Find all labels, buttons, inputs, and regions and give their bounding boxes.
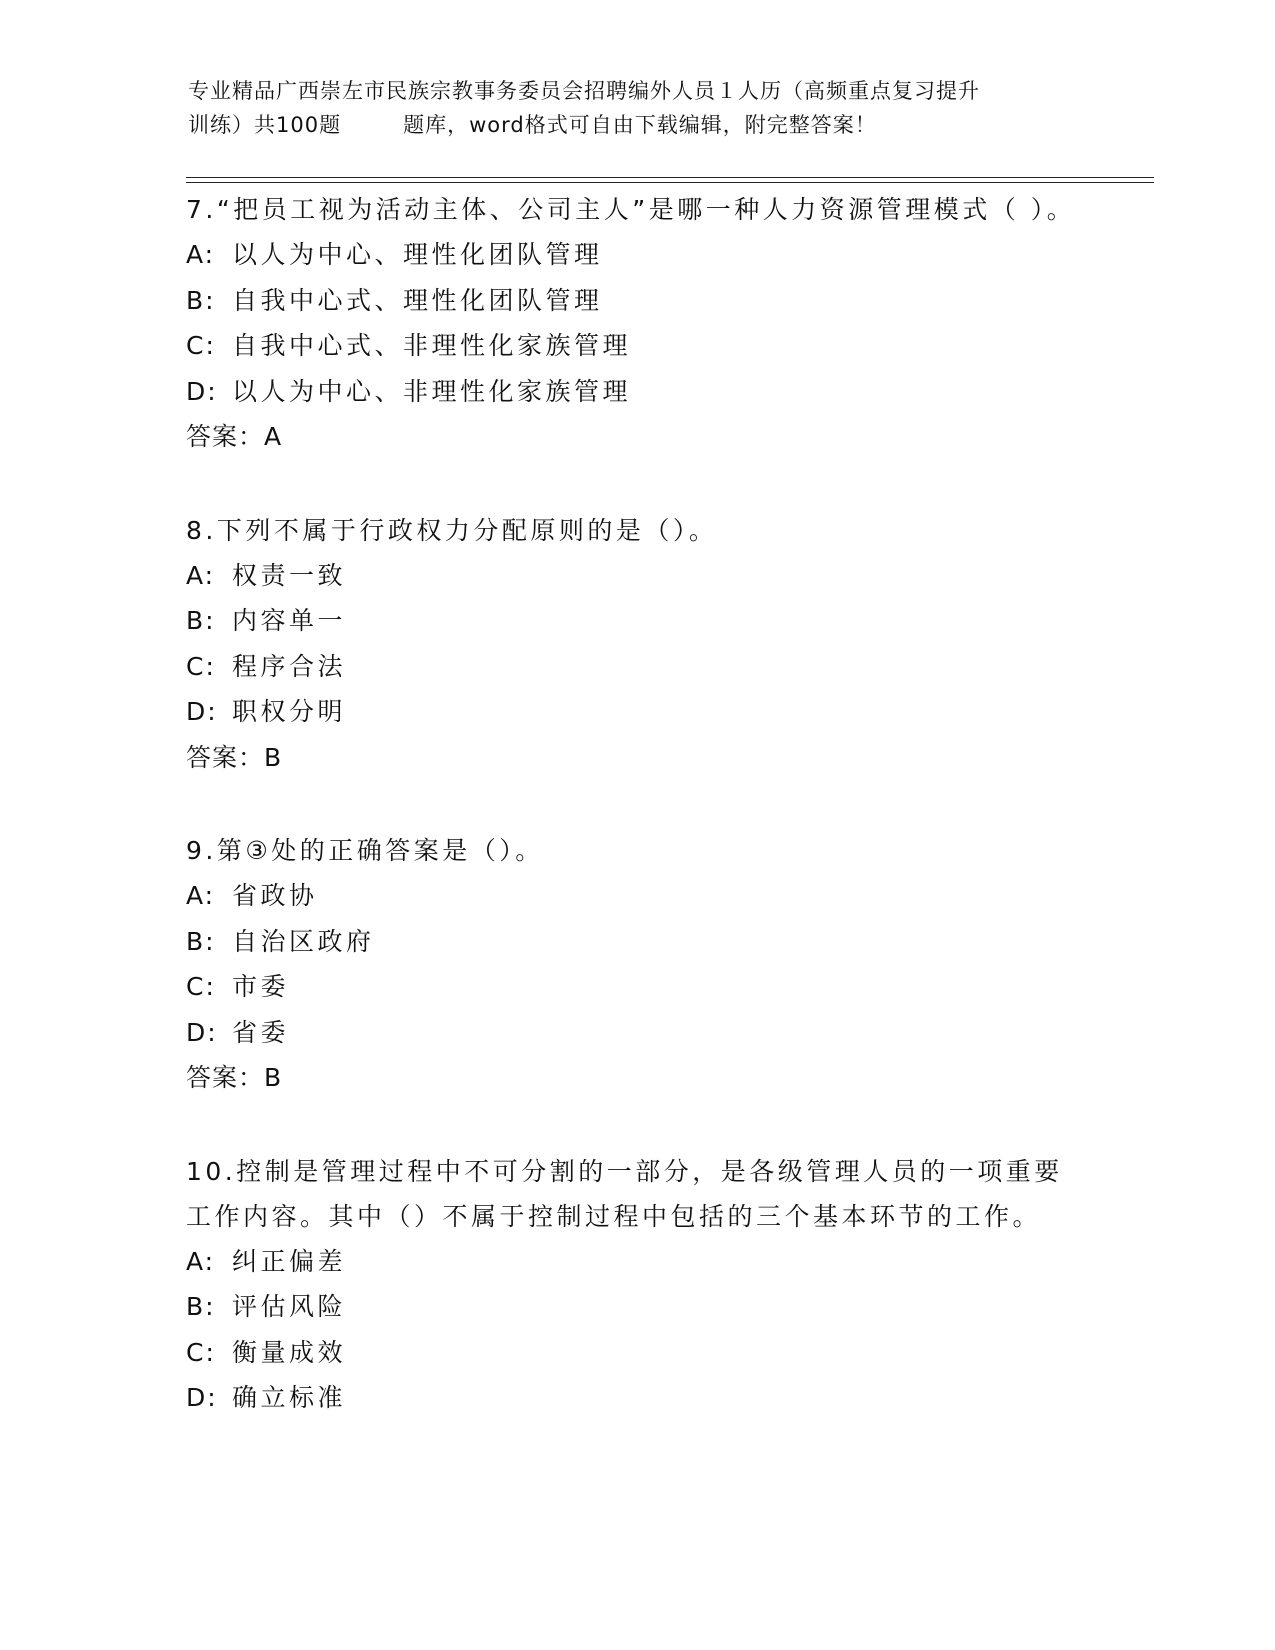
option-key: C: — [186, 331, 216, 360]
answer-line: 答案：B — [186, 1063, 283, 1092]
question-text: 10.控制是管理过程中不可分割的一部分，是各级管理人员的一项重要工作内容。其中（）不属于控制过程中包括的三个基本环节的工作。 — [186, 1156, 1063, 1231]
option-key: A: — [186, 560, 216, 590]
option-b — [186, 278, 1086, 324]
header-title-part-2: 题库，word格式可自由下载编辑，附完整答案！ — [403, 113, 877, 137]
option-c — [186, 323, 1086, 369]
option-text: 省委 — [232, 1017, 290, 1047]
option-text: 以人为中心、非理性化家族管理 — [232, 376, 632, 406]
question-list — [186, 187, 1086, 1469]
option-c — [186, 964, 1086, 1010]
option-text: 权责一致 — [232, 560, 347, 590]
option-key: B: — [186, 1292, 216, 1321]
option-text: 纠正偏差 — [232, 1246, 347, 1276]
question-9 — [186, 828, 1086, 1101]
option-key: D: — [186, 1017, 218, 1047]
option-text: 自治区政府 — [232, 926, 375, 956]
option-d — [186, 1010, 1086, 1056]
question-text: 8.下列不属于行政权力分配原则的是（）。 — [186, 515, 718, 545]
header-title-line-2 — [188, 108, 1088, 142]
option-key: A: — [186, 1246, 216, 1276]
option-text: 衡量成效 — [232, 1337, 347, 1367]
document-header — [188, 74, 1088, 142]
option-c — [186, 644, 1086, 690]
option-key: D: — [186, 376, 218, 406]
answer-line: 答案：A — [186, 422, 283, 451]
option-d — [186, 369, 1086, 415]
option-key: A: — [186, 240, 216, 269]
question-8 — [186, 508, 1086, 781]
option-a — [186, 1239, 1086, 1285]
option-a — [186, 873, 1086, 919]
option-text: 确立标准 — [232, 1383, 347, 1412]
answer-line: 答案：B — [186, 742, 283, 772]
option-key: C: — [186, 972, 216, 1001]
option-b — [186, 919, 1086, 965]
option-a — [186, 553, 1086, 599]
question-text: 9.第③处的正确答案是（）。 — [186, 836, 544, 865]
option-b — [186, 598, 1086, 644]
option-key: D: — [186, 697, 218, 726]
option-text: 市委 — [232, 972, 290, 1001]
option-key: D: — [186, 1383, 218, 1412]
header-divider-top — [186, 177, 1154, 178]
option-key: B: — [186, 606, 216, 635]
option-b — [186, 1284, 1086, 1330]
option-d — [186, 1375, 1086, 1421]
question-text: 7.“把员工视为活动主体、公司主人”是哪一种人力资源管理模式（ ）。 — [186, 195, 1076, 224]
option-key: C: — [186, 1337, 216, 1367]
option-key: B: — [186, 926, 216, 956]
option-text: 评估风险 — [232, 1292, 347, 1321]
option-text: 自我中心式、理性化团队管理 — [232, 285, 603, 315]
option-key: A: — [186, 881, 216, 910]
option-text: 省政协 — [232, 881, 318, 910]
option-key: C: — [186, 651, 216, 681]
option-text: 内容单一 — [232, 606, 347, 635]
header-title-line-1: 专业精品广西崇左市民族宗教事务委员会招聘编外人员１人历（高频重点复习提升 — [188, 79, 980, 103]
option-a — [186, 232, 1086, 278]
option-c — [186, 1330, 1086, 1376]
header-title-part-1: 训练）共100题 — [188, 113, 342, 137]
option-text: 自我中心式、非理性化家族管理 — [232, 331, 632, 360]
option-d — [186, 689, 1086, 735]
question-10 — [186, 1149, 1086, 1421]
option-text: 职权分明 — [232, 697, 347, 726]
option-text: 以人为中心、理性化团队管理 — [232, 240, 603, 269]
option-key: B: — [186, 285, 216, 315]
option-text: 程序合法 — [232, 651, 347, 681]
header-divider-bottom — [186, 182, 1154, 183]
question-7 — [186, 187, 1086, 460]
